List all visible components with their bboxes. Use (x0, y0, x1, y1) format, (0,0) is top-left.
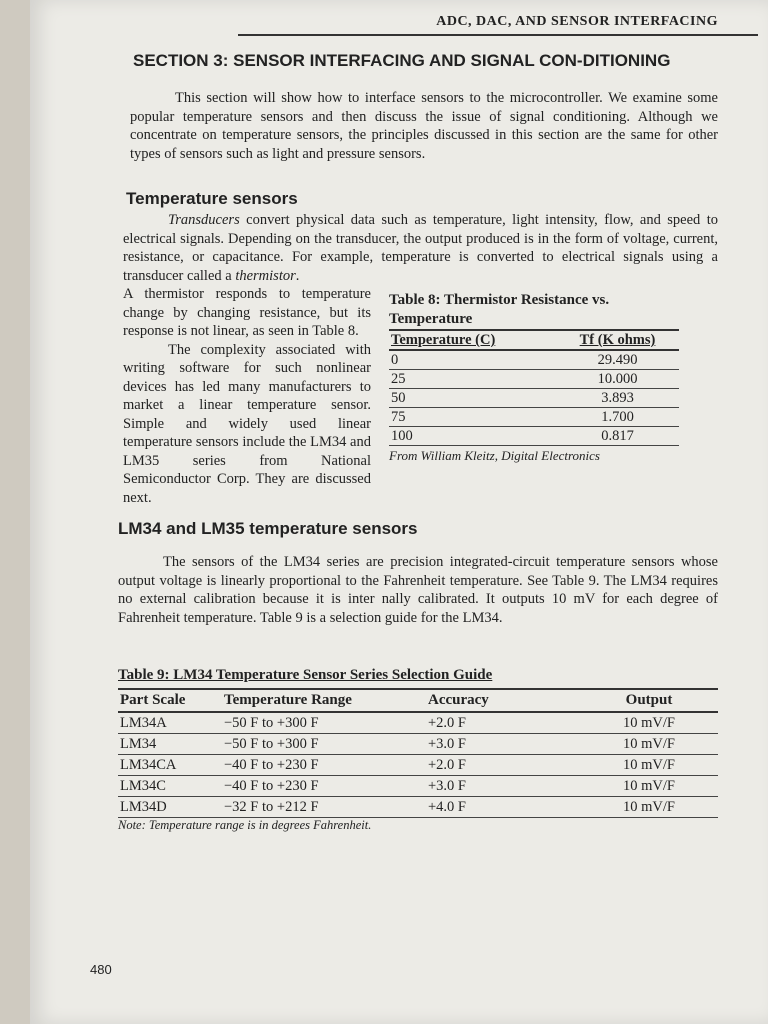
table-row (118, 712, 718, 734)
table-cell: +3.0 F (426, 776, 580, 797)
heading-lm34-lm35: LM34 and LM35 temperature sensors (118, 519, 418, 538)
transducers-paragraph (123, 211, 718, 285)
table-cell: +2.0 F (426, 712, 580, 734)
complexity-paragraph: The complexity associated with writing software for such nonlinear devices has led many manufacturers to market a linear temperature sensor. Simple and widely used linear temperature sensors include the LM34 and LM35 series from National Semiconductor Corp. They are discussed next. (123, 341, 371, 506)
table-row (118, 734, 718, 755)
table9-note: Note: Temperature range is in degrees Fahrenheit. (118, 818, 372, 832)
table-cell: 10.000 (556, 370, 679, 389)
table-row (389, 408, 679, 427)
table-cell: 75 (389, 408, 556, 427)
table-cell: +4.0 F (426, 797, 580, 818)
two-column-block (123, 285, 718, 507)
table-row (389, 427, 679, 446)
intro-paragraph: This section will show how to interface sensors to the microcontroller. We examine some popular temperature sensors and then discuss the issue of signal conditioning. Although we concentrate on temperature sensors, the principles discussed in this section are the same for other types of sensors such as light and pressure sensors. (130, 90, 718, 162)
sentence-end: . (295, 267, 300, 284)
page-content (118, 8, 718, 833)
table8-header-temp: Temperature (C) (389, 331, 556, 350)
table8-header-res: Tf (K ohms) (556, 331, 679, 350)
table9-header-accuracy: Accuracy (426, 689, 580, 712)
table-row (118, 797, 718, 818)
table-cell: 10 mV/F (580, 712, 718, 734)
table-row (118, 776, 718, 797)
table-cell: 25 (389, 370, 556, 389)
table-cell: 10 mV/F (580, 755, 718, 776)
running-head: ADC, DAC, AND SENSOR INTERFACING (238, 8, 758, 36)
table-row (389, 389, 679, 408)
section-title: SECTION 3: SENSOR INTERFACING AND SIGNAL CON-DITIONING (133, 51, 671, 70)
table-cell: +3.0 F (426, 734, 580, 755)
transducers-term: Transducers (168, 212, 240, 228)
table-cell: LM34C (118, 776, 222, 797)
table-row (389, 370, 679, 389)
table-cell: 10 mV/F (580, 797, 718, 818)
table-cell: 1.700 (556, 408, 679, 427)
table8 (389, 331, 679, 446)
table-cell: −32 F to +212 F (222, 797, 426, 818)
table-cell: −40 F to +230 F (222, 776, 426, 797)
table-cell: 3.893 (556, 389, 679, 408)
table-cell: −50 F to +300 F (222, 712, 426, 734)
lm34-paragraph: The sensors of the LM34 series are precision integrated-circuit temperature sensors whose output voltage is linearly proportional to the Fahrenheit temperature. See Table 9. The LM34 requires no external calibration because it is inter nally calibrated. It outputs 10 mV for each degree of Fahrenheit temperature. Table 9 is a selection guide for the LM34. (118, 554, 718, 626)
table9-header-range: Temperature Range (222, 689, 426, 712)
table-cell: 10 mV/F (580, 734, 718, 755)
table-row (118, 755, 718, 776)
table9-header-row (118, 689, 718, 712)
table8-source: From William Kleitz, Digital Electronics (389, 448, 600, 463)
table9 (118, 688, 718, 818)
table-cell: LM34D (118, 797, 222, 818)
table-row (389, 350, 679, 370)
heading-temperature-sensors: Temperature sensors (126, 189, 298, 208)
table8-caption: Table 8: Thermistor Resistance vs. Temperature (389, 292, 610, 327)
table-cell: LM34 (118, 734, 222, 755)
table-cell: 0.817 (556, 427, 679, 446)
book-page (30, 0, 768, 1024)
table-cell: LM34CA (118, 755, 222, 776)
left-column (123, 285, 371, 507)
table-cell: −50 F to +300 F (222, 734, 426, 755)
table-cell: 0 (389, 350, 556, 370)
thermistor-term: thermistor (235, 267, 296, 284)
table9-header-output: Output (580, 689, 718, 712)
table-cell: 100 (389, 427, 556, 446)
page-number: 480 (90, 962, 112, 977)
transducers-text: convert physical data such as temperature, light intensity, flow, and speed to electrical signals. Depending on the transducer, the output produced is in the form of voltage, current, resistance, or capacitance. For example, temperature is converted to electrical signals using a transducer called a (123, 212, 718, 284)
thermistor-paragraph: A thermistor responds to temperature change by changing resistance, but its response is not linear, as seen in Table 8. (123, 286, 371, 339)
table-cell: LM34A (118, 712, 222, 734)
table-cell: 10 mV/F (580, 776, 718, 797)
table-cell: 50 (389, 389, 556, 408)
table9-header-part: Part Scale (118, 689, 222, 712)
table-cell: 29.490 (556, 350, 679, 370)
table9-caption: Table 9: LM34 Temperature Sensor Series Selection Guide (118, 667, 493, 683)
table9-block (118, 667, 718, 833)
table8-block (389, 291, 679, 507)
table-cell: −40 F to +230 F (222, 755, 426, 776)
table-cell: +2.0 F (426, 755, 580, 776)
table8-header-row (389, 331, 679, 350)
